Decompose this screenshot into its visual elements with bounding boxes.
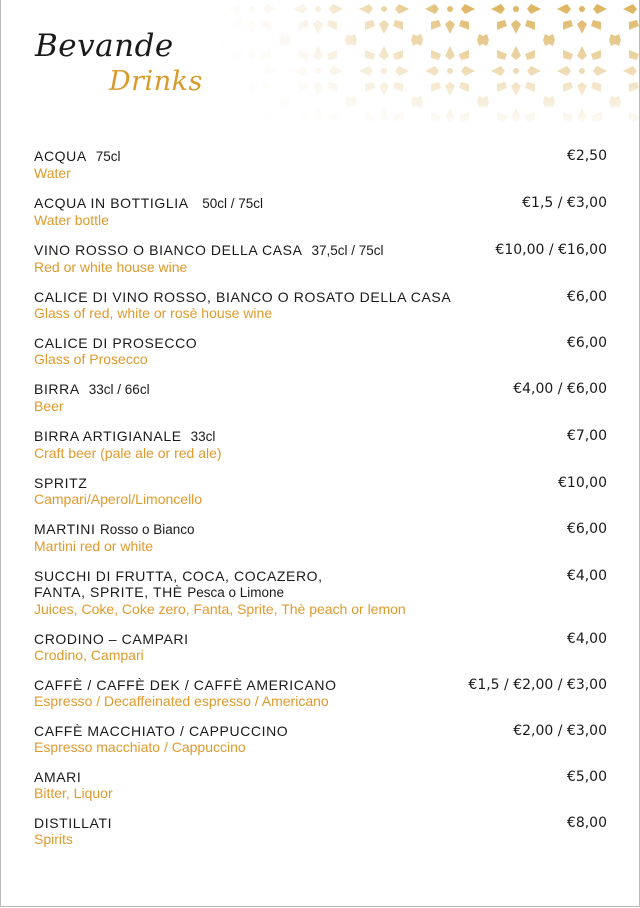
item-price: €4,00 (566, 631, 607, 647)
item-name: BIRRA ARTIGIANALE (34, 428, 182, 444)
menu-item-birra-artigianale (34, 428, 607, 461)
item-price: €10,00 (558, 475, 607, 491)
item-description: Martini red or white (34, 538, 154, 554)
item-description: Bitter, Liquor (34, 785, 113, 801)
item-name: SUCCHI DI FRUTTA, COCA, COCAZERO, (34, 568, 323, 584)
menu-item-birra (34, 381, 607, 414)
item-name: CAFFÈ MACCHIATO / CAPPUCCINO (34, 723, 289, 739)
pattern-fade (219, 0, 639, 130)
item-price: €8,00 (566, 815, 607, 831)
menu-item-acqua-bottiglia (34, 195, 607, 228)
item-price: €6,00 (566, 335, 607, 351)
item-price: €7,00 (566, 428, 607, 444)
item-name: CALICE DI PROSECCO (34, 335, 198, 351)
menu-item-succhi-bibite (34, 568, 607, 617)
item-price: €4,00 / €6,00 (513, 381, 607, 397)
item-description: Spirits (34, 831, 73, 847)
item-price: €2,50 (566, 148, 607, 164)
item-name: SPRITZ (34, 475, 88, 491)
item-name: ACQUA IN BOTTIGLIA (34, 195, 189, 211)
menu-item-amari (34, 769, 607, 801)
item-size: 75cl (95, 149, 121, 164)
item-size: 37,5cl / 75cl (311, 243, 384, 258)
item-description: Espresso macchiato / Cappuccino (34, 739, 246, 755)
item-name: ACQUA (34, 148, 87, 164)
item-description: Water bottle (34, 212, 109, 228)
item-description: Water (34, 165, 71, 181)
title-italian: Bevande (35, 28, 174, 64)
menu-item-martini (34, 521, 607, 554)
item-name: AMARI (34, 769, 82, 785)
item-price: €1,5 / €3,00 (522, 195, 607, 211)
drinks-list (34, 148, 607, 861)
item-description: Craft beer (pale ale or red ale) (34, 445, 222, 461)
title-english: Drinks (109, 66, 203, 97)
item-price: €1,5 / €2,00 / €3,00 (468, 677, 607, 693)
item-size: 33cl / 66cl (88, 382, 150, 397)
item-name: CAFFÈ / CAFFÈ DEK / CAFFÈ AMERICANO (34, 677, 337, 693)
item-name: MARTINI (34, 521, 96, 537)
menu-item-distillati (34, 815, 607, 847)
item-description: Juices, Coke, Coke zero, Fanta, Sprite, Thè peach or lemon (34, 601, 406, 617)
menu-item-caffe (34, 677, 607, 709)
item-name: VINO ROSSO O BIANCO DELLA CASA (34, 242, 303, 258)
item-price: €4,00 (566, 568, 607, 584)
item-description: Beer (34, 398, 64, 414)
item-name: DISTILLATI (34, 815, 113, 831)
item-price: €10,00 / €16,00 (495, 242, 607, 258)
item-price: €6,00 (566, 289, 607, 305)
menu-item-calice-vino (34, 289, 607, 321)
item-description: Glass of Prosecco (34, 351, 148, 367)
item-size: Rosso o Bianco (100, 522, 195, 537)
item-price: €5,00 (566, 769, 607, 785)
item-description: Red or white house wine (34, 259, 188, 275)
item-description: Espresso / Decaffeinated espresso / Americano (34, 693, 329, 709)
item-name: CRODINO – CAMPARI (34, 631, 189, 647)
menu-item-calice-prosecco (34, 335, 607, 367)
menu-item-acqua (34, 148, 607, 181)
decorative-pattern (219, 0, 639, 130)
item-name: CALICE DI VINO ROSSO, BIANCO O ROSATO DELLA CASA (34, 289, 452, 305)
item-name: BIRRA (34, 381, 80, 397)
item-price: €2,00 / €3,00 (513, 723, 607, 739)
menu-item-crodino-campari (34, 631, 607, 663)
item-description: Campari/Aperol/Limoncello (34, 491, 203, 507)
menu-item-macchiato-cappuccino (34, 723, 607, 755)
item-size: Pesca o Limone (187, 585, 285, 600)
menu-item-vino-casa (34, 242, 607, 275)
item-description: Glass of red, white or rosè house wine (34, 305, 273, 321)
item-price: €6,00 (566, 521, 607, 537)
item-size: 50cl / 75cl (202, 196, 263, 211)
item-description: Crodino, Campari (34, 647, 144, 663)
item-size: 33cl (190, 429, 216, 444)
menu-item-spritz (34, 475, 607, 507)
item-name-line2: FANTA, SPRITE, THÈ (34, 584, 183, 600)
